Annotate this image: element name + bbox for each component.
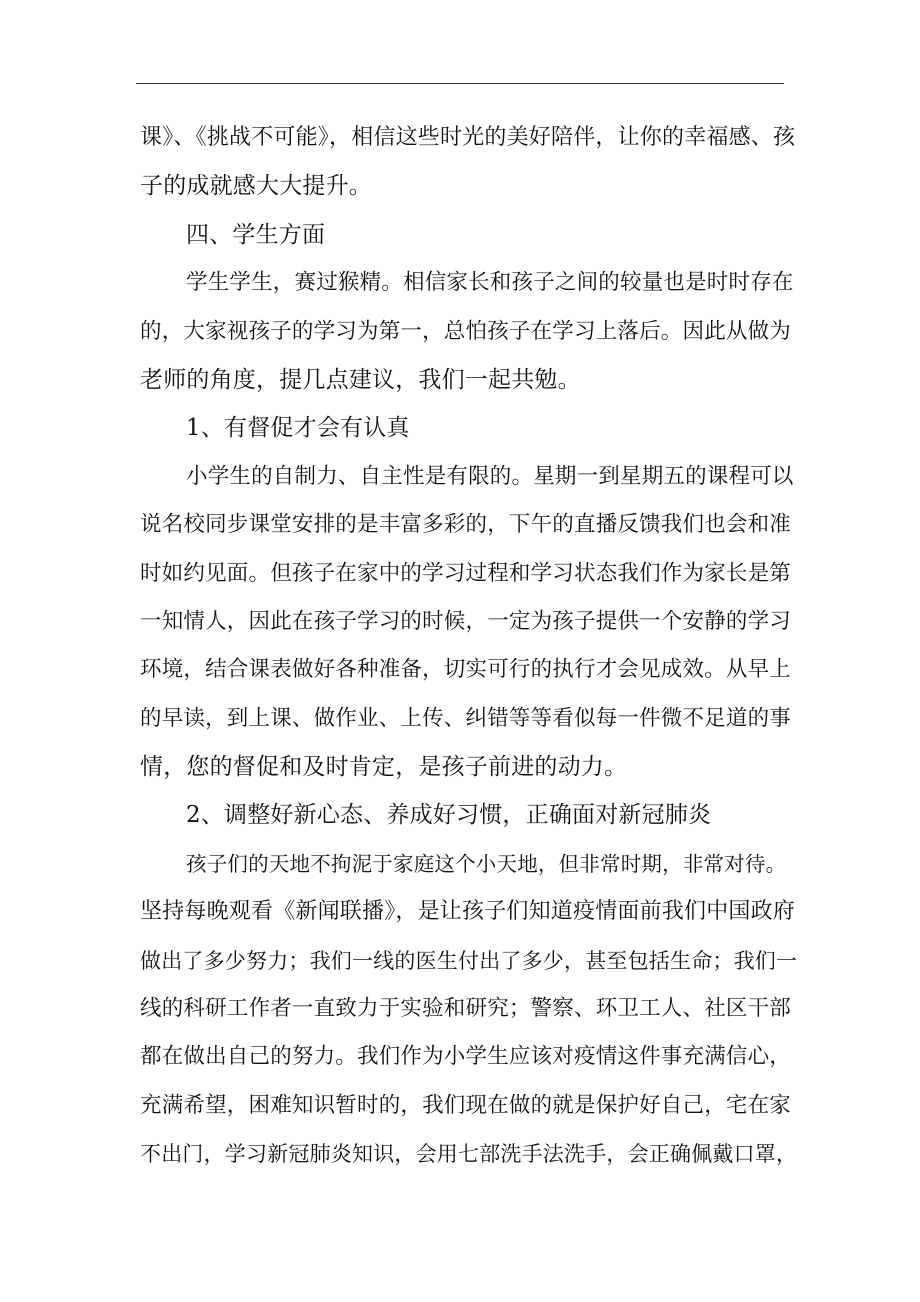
body-text [140, 114, 800, 1179]
text-line: 充满希望，困难知识暂时的，我们现在做的就是保护好自己，宅在家 [140, 1092, 792, 1118]
text-line: 不出门，学习新冠肺炎知识，会用七部洗手法洗手，会正确佩戴口罩， [140, 1142, 798, 1167]
text-line: 四、学生方面 [186, 221, 326, 248]
header-rule [136, 83, 784, 84]
text-line: 的，大家视孩子的学习为第一，总怕孩子在学习上落后。因此从做为 [140, 318, 792, 344]
text-line: 小学生的自制力、自主性是有限的。星期一到星期五的课程可以 [186, 463, 794, 489]
text-line: 课》、《挑战不可能》，相信这些时光的美好陪伴，让你的幸福感、孩 [140, 125, 796, 150]
text-line: 情，您的督促和及时肯定，是孩子前进的动力。 [140, 754, 628, 781]
text-line: 线的科研工作者一直致力于实验和研究；警察、环卫工人、社区干部 [140, 996, 792, 1022]
text-line: 学生学生，赛过猴精。相信家长和孩子之间的较量也是时时存在 [186, 270, 794, 296]
text-line: 的早读，到上课、做作业、上传、纠错等等看似每一件微不足道的事 [140, 705, 792, 731]
text-line: 说名校同步课堂安排的是丰富多彩的，下午的直播反馈我们也会和准 [140, 512, 792, 538]
text-line: 环境，结合课表做好各种准备，切实可行的执行才会见成效。从早上 [140, 657, 792, 683]
text-line: 子的成就感大大提升。 [140, 173, 372, 200]
text-line: 坚持每晚观看《新闻联播》，是让孩子们知道疫情面前我们中国政府 [140, 899, 796, 925]
text-line: 都在做出自己的努力。我们作为小学生应该对疫情这件事充满信心， [140, 1044, 792, 1070]
text-line: 时如约见面。但孩子在家中的学习过程和学习状态我们作为家长是第 [140, 560, 792, 586]
text-line: 老师的角度，提几点建议，我们一起共勉。 [140, 366, 581, 393]
text-line: 做出了多少努力；我们一线的医生付出了多少，甚至包括生命；我们一 [140, 948, 798, 973]
text-line: 2、调整好新心态、养成好习惯，正确面对新冠肺炎 [186, 802, 712, 829]
text-line: 1、有督促才会有认真 [186, 415, 410, 442]
text-line: 孩子们的天地不拘泥于家庭这个小天地，但非常时期，非常对待。 [186, 851, 787, 876]
text-line: 一知情人，因此在孩子学习的时候，一定为孩子提供一个安静的学习 [140, 608, 792, 634]
